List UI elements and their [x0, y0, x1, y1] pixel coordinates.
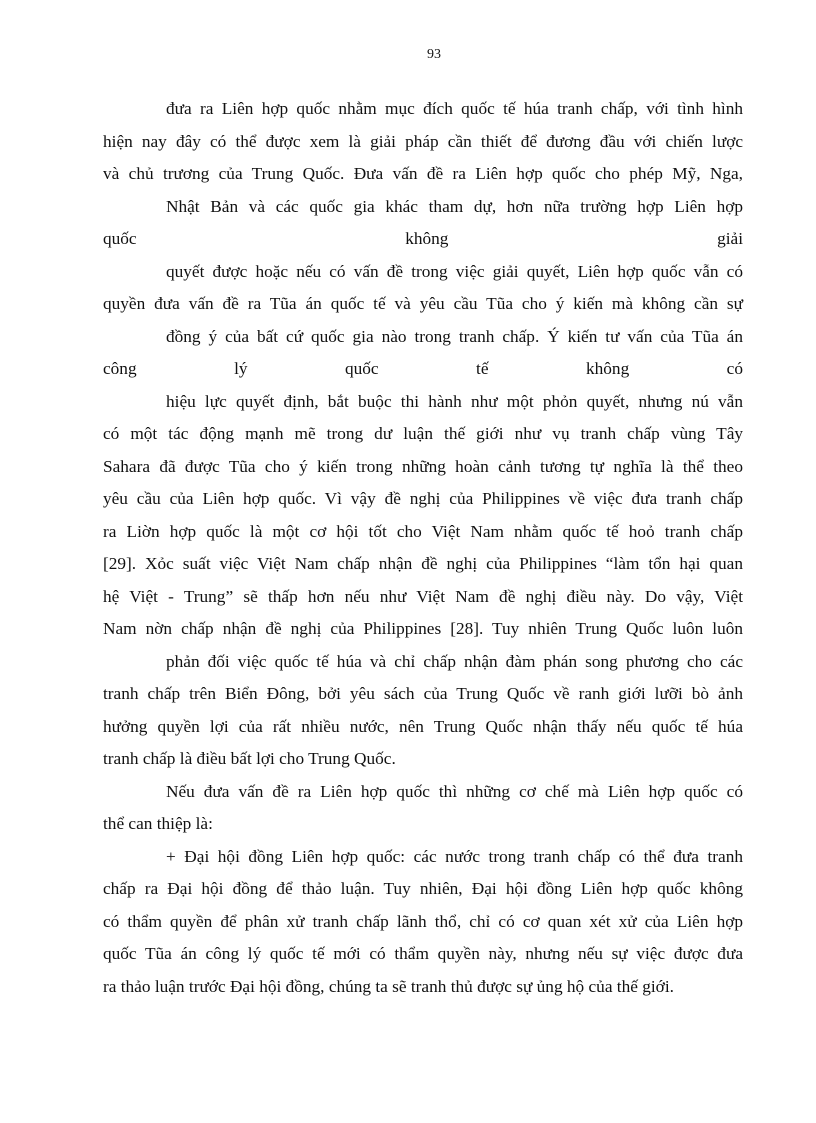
- text-line: Nếu đưa vấn đề ra Liên hợp quốc thì những cơ chế mà Liên hợp quốc có: [166, 781, 743, 801]
- text-line: chấp ra Đại hội đồng để thảo luận. Tuy nhiên, Đại hội đồng Liên hợp quốc không: [103, 879, 743, 898]
- text-line: Nam nờn chấp nhận đề nghị của Philippines [28]. Tuy nhiên Trung Quốc luôn luôn: [103, 619, 743, 638]
- text-word: quốc: [344, 359, 379, 378]
- text-line: có thẩm quyền để phân xử tranh chấp lãnh thổ, chỉ có cơ quan xét xử của Liên hợp: [103, 911, 743, 931]
- text-line: [29]. Xỏc suất việc Việt Nam chấp nhận đề nghị của Philippines “làm tổn hại quan: [103, 554, 743, 573]
- text-line: hưởng quyền lợi của rất nhiều nước, nên Trung Quốc nhận thấy nếu quốc tế húa: [103, 716, 743, 736]
- text-word: công: [103, 359, 137, 378]
- text-line: quốc Tũa án công lý quốc tế mới có thẩm quyền này, nhưng nếu sự việc được đưa: [103, 944, 743, 963]
- text-line: quyết được hoặc nếu có vấn đề trong việc giải quyết, Liên hợp quốc vẫn có: [166, 261, 743, 281]
- text-word: giải: [717, 229, 743, 248]
- text-line: và chủ trương của Trung Quốc. Đưa vấn đề ra Liên hợp quốc cho phép Mỹ, Nga,: [103, 164, 743, 183]
- text-line: quyền đưa vấn đề ra Tũa án quốc tế và yêu cầu Tũa cho ý kiến mà không cần sự: [103, 294, 743, 313]
- text-line: ra thảo luận trước Đại hội đồng, chúng ta sẽ tranh thủ được sự ủng hộ của thế giới.: [103, 976, 674, 996]
- text-line: đồng ý của bất cứ quốc gia nào trong tranh chấp. Ý kiến tư vấn của Tũa án: [166, 326, 743, 346]
- text-line: hiện nay đây có thể được xem là giải pháp cần thiết để đương đầu với chiến lược: [103, 131, 743, 151]
- text-line: Sahara đã được Tũa cho ý kiến trong những hoàn cảnh tương tự nghĩa là thể theo: [103, 456, 743, 476]
- text-word: không: [405, 229, 449, 248]
- text-word: tế: [476, 359, 489, 378]
- document-body: [103, 93, 743, 1003]
- text-line: tranh chấp trên Biển Đông, bởi yêu sách của Trung Quốc về ranh giới lưỡi bò ảnh: [103, 684, 743, 703]
- text-line: hiệu lực quyết định, bắt buộc thi hành như một phỏn quyết, nhưng nú vẫn: [166, 391, 743, 411]
- text-line: phản đối việc quốc tế húa và chỉ chấp nhận đàm phán song phương cho các: [166, 651, 743, 671]
- text-word: quốc: [103, 229, 137, 248]
- text-line: yêu cầu của Liên hợp quốc. Vì vậy đề nghị của Philippines về việc đưa tranh chấp: [103, 489, 743, 508]
- text-line: đưa ra Liên hợp quốc nhằm mục đích quốc tế húa tranh chấp, với tình hình: [166, 99, 743, 118]
- text-line: hệ Việt - Trung” sẽ thấp hơn nếu như Việt Nam đề nghị điều này. Do vậy, Việt: [103, 586, 743, 606]
- text-line: [103, 353, 743, 386]
- text-word: lý: [234, 359, 248, 378]
- text-line: thể can thiệp là:: [103, 814, 213, 833]
- text-line: [103, 223, 743, 256]
- text-line: Nhật Bản và các quốc gia khác tham dự, hơn nữa trường hợp Liên hợp: [166, 196, 743, 216]
- text-line: + Đại hội đồng Liên hợp quốc: các nước trong tranh chấp có thể đưa tranh: [166, 846, 743, 866]
- text-line: tranh chấp là điều bất lợi cho Trung Quốc.: [103, 749, 396, 768]
- text-line: ra Liờn hợp quốc là một cơ hội tốt cho Việt Nam nhằm quốc tế hoỏ tranh chấp: [103, 521, 743, 541]
- text-line: có một tác động mạnh mẽ trong dư luận thế giới như vụ tranh chấp vùng Tây: [103, 424, 743, 443]
- text-word: không: [586, 359, 630, 378]
- page-number: 93: [427, 47, 441, 62]
- text-word: có: [726, 359, 743, 378]
